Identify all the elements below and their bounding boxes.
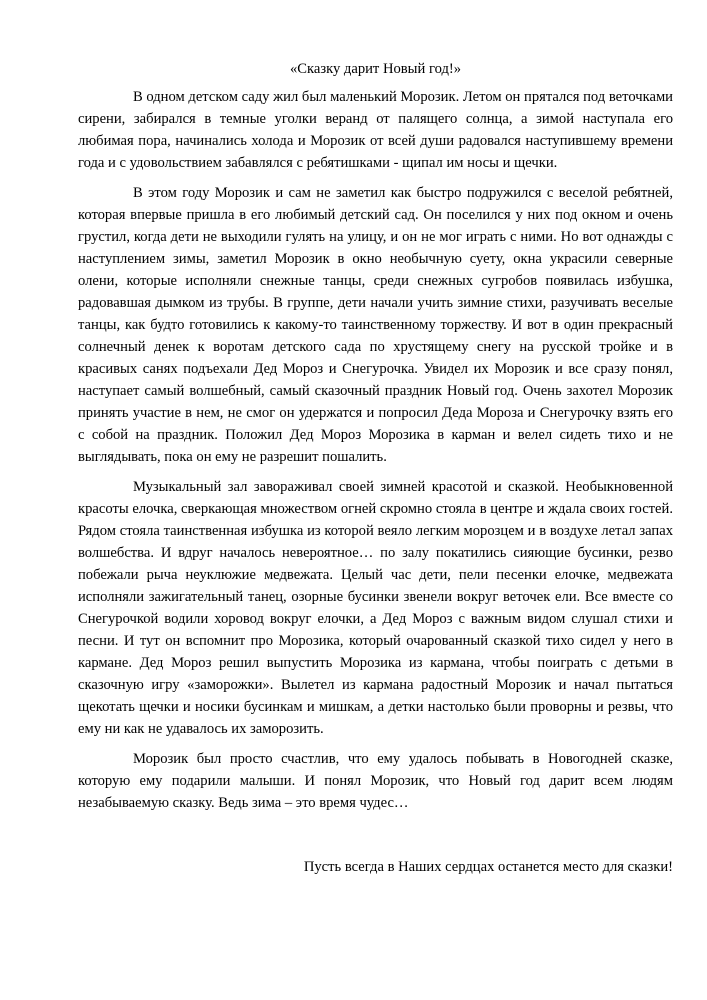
- document-title: «Сказку дарит Новый год!»: [289, 61, 462, 77]
- paragraph-1: В одном детском саду жил был маленький Морозик. Летом он прятался под веточками сирени, забирался в темные уголки веранд от палящего солнца, а зимой наступала его любимая пора, начинались холода и Морозик от всей души радовался наступившему времени года и с удовольствием забавлялся с ребятишками - щипал им носы и щечки.: [78, 89, 673, 171]
- paragraph-4: Морозик был просто счастлив, что ему удалось побывать в Новогодней сказке, которую ему подарили малыши. И понял Морозик, что Новый год дарит всем людям незабываемую сказку. Ведь зима – это время чудес…: [78, 751, 673, 811]
- closing-line: Пусть всегда в Наших сердцах останется место для сказки!: [303, 859, 673, 875]
- paragraph-2: В этом году Морозик и сам не заметил как быстро подружился с веселой ребятней, которая впервые пришла в его любимый детский сад. Он поселился у них под окном и очень грустил, когда дети не выходили гулять на улицу, и он не мог играть с ними. Но вот однажды с наступлением зимы, заметил Морозик в окно необычную суету, окна украсили северные олени, которые исполняли снежные танцы, среди снежных сугробов появилась избушка, радовавшая дымком из трубы. В группе, дети начали учить зимние стихи, разучивать веселые танцы, как будто готовились к какому-то таинственному торжеству. И вот в один прекрасный солнечный денек к воротам детского сада по хрустящему снегу на русской тройке и в красивых санях подъехали Дед Мороз и Снегурочка. Увидел их Морозик и все сразу понял, наступает самый волшебный, самый сказочный праздник Новый год. Очень захотел Морозик принять участие в нем, не смог он удержатся и попросил Деда Мороза и Снегурочку взять его с собой на праздник. Положил Дед Мороз Морозика в карман и велел сидеть тихо и не выглядывать, пока он ему не разрешит пошалить.: [78, 185, 673, 465]
- paragraph-3: Музыкальный зал завораживал своей зимней красотой и сказкой. Необыкновенной красоты елочка, сверкающая множеством огней скромно стояла в центре и ждала своих гостей. Рядом стояла таинственная избушка из которой веяло легким морозцем и в воздухе летал запах волшебства. И вдруг началось невероятное… по залу покатились сияющие бусинки, резво побежали рыча неуклюжие медвежата. Целый час дети, пели песенки елочке, медвежата исполняли зажигательный танец, озорные бусинки звенели вокруг веточек ели. Все вместе со Снегурочкой водили хоровод вокруг елочки, а Дед Мороз с важным видом слушал стихи и песни. И тут он вспомнит про Морозика, который очарованный сказкой тихо сидел у него в кармане. Дед Мороз решил выпустить Морозика из кармана, чтобы поиграть с детьми в сказочную игру «заморожки». Вылетел из кармана радостный Морозик и начал пытаться щекотать щечки и носики бусинкам и мишкам, а детки настолько были проворны и резвы, что ему ни как не удавалось их заморозить.: [78, 479, 673, 737]
